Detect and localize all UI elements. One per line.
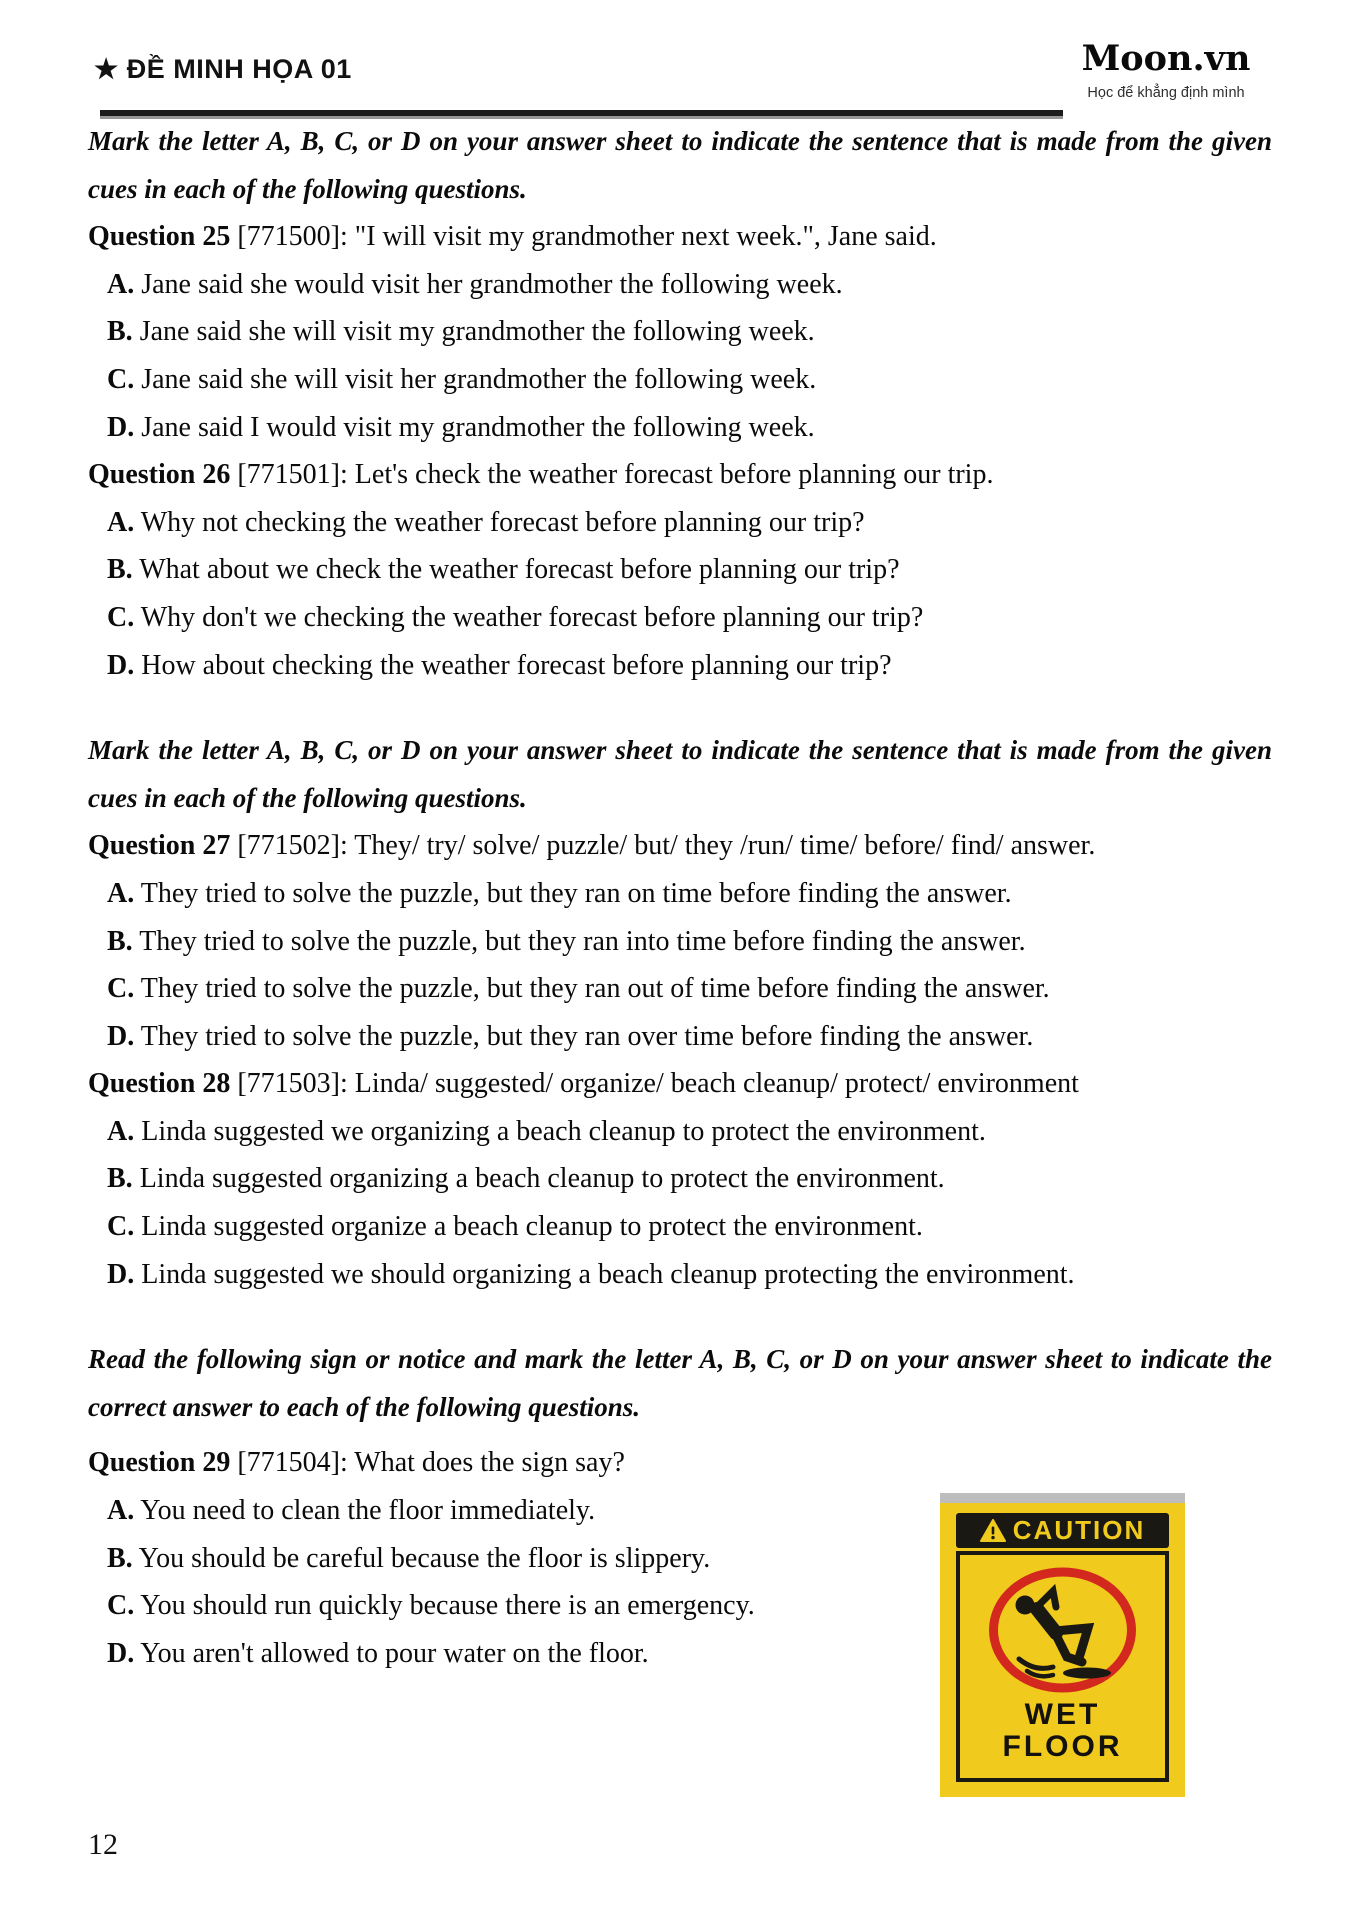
option-c	[88, 594, 1272, 642]
question-prompt: They/ try/ solve/ puzzle/ but/ they /run/ time/ before/ find/ answer.	[354, 830, 1096, 862]
question-label: Question 28	[88, 1068, 231, 1100]
option-letter: B.	[107, 1542, 133, 1574]
option-b	[88, 308, 1272, 356]
question-27	[88, 822, 1272, 1060]
page-header-title: ★ ĐỀ MINH HỌA 01	[94, 54, 352, 84]
option-c	[88, 1203, 1272, 1251]
option-text: Jane said she would visit her grandmother the following week.	[141, 268, 843, 300]
option-text: You aren't allowed to pour water on the floor.	[140, 1637, 649, 1669]
header-divider	[100, 110, 1063, 116]
slip-hazard-icon	[987, 1565, 1138, 1695]
wet-floor-label	[1003, 1699, 1123, 1763]
question-code: [771503]:	[237, 1068, 348, 1100]
option-text: Linda suggested we should organizing a beach cleanup protecting the environment.	[141, 1258, 1075, 1290]
warning-triangle-icon	[980, 1519, 1006, 1542]
option-d	[88, 404, 1272, 452]
option-text: Jane said she will visit my grandmother the following week.	[139, 316, 815, 348]
question-prompt: "I will visit my grandmother next week.", Jane said.	[354, 221, 937, 253]
question-25	[88, 213, 1272, 451]
option-text: They tried to solve the puzzle, but they ran into time before finding the answer.	[139, 925, 1026, 957]
option-text: Linda suggested we organizing a beach cleanup to protect the environment.	[141, 1115, 986, 1147]
caution-header	[956, 1513, 1169, 1548]
option-text: Linda suggested organizing a beach cleanup to protect the environment.	[139, 1163, 945, 1195]
option-letter: D.	[107, 1637, 135, 1669]
question-code: [771501]:	[237, 459, 348, 491]
option-text: Jane said she will visit her grandmother the following week.	[141, 363, 817, 395]
option-text: Why don't we checking the weather forecast before planning our trip?	[140, 601, 924, 633]
option-text: How about checking the weather forecast before planning our trip?	[141, 649, 892, 681]
option-a	[88, 1108, 1272, 1156]
option-letter: A.	[107, 1115, 135, 1147]
option-letter: B.	[107, 1163, 133, 1195]
section-2	[88, 727, 1272, 1298]
option-text: They tried to solve the puzzle, but they ran out of time before finding the answer.	[140, 973, 1050, 1005]
sign-body	[940, 1503, 1185, 1797]
wet-floor-line2: FLOOR	[1002, 1730, 1123, 1763]
question-head	[88, 822, 1272, 870]
option-text: You should run quickly because there is an emergency.	[140, 1590, 755, 1622]
option-b	[88, 546, 1272, 594]
option-a	[88, 870, 1272, 918]
question-head	[88, 1060, 1272, 1108]
exam-content	[88, 118, 1272, 1677]
question-prompt: What does the sign say?	[354, 1447, 625, 1479]
option-text: Linda suggested organize a beach cleanup to protect the environment.	[141, 1211, 923, 1243]
option-letter: C.	[107, 1211, 135, 1243]
wet-floor-sign	[940, 1493, 1185, 1797]
question-code: [771504]:	[237, 1447, 348, 1479]
caution-label: CAUTION	[1012, 1515, 1146, 1545]
question-head	[88, 213, 1272, 261]
option-letter: D.	[107, 649, 135, 681]
question-head	[88, 1439, 1272, 1487]
option-text: You should be careful because the floor is slippery.	[138, 1542, 711, 1574]
option-letter: C.	[107, 363, 135, 395]
option-text: You need to clean the floor immediately.	[140, 1495, 596, 1527]
option-text: They tried to solve the puzzle, but they ran over time before finding the answer.	[140, 1020, 1034, 1052]
option-letter: D.	[107, 1020, 135, 1052]
option-letter: B.	[107, 554, 133, 586]
option-text: Why not checking the weather forecast before planning our trip?	[140, 506, 865, 538]
question-label: Question 26	[88, 459, 231, 491]
question-head	[88, 451, 1272, 499]
option-letter: C.	[107, 601, 135, 633]
option-letter: B.	[107, 316, 133, 348]
question-label: Question 27	[88, 830, 231, 862]
option-d	[88, 1013, 1272, 1061]
option-d	[88, 1251, 1272, 1299]
sign-photo-edge	[940, 1493, 1185, 1503]
option-letter: C.	[107, 973, 135, 1005]
question-code: [771500]:	[237, 221, 348, 253]
instruction-text: Mark the letter A, B, C, or D on your answer sheet to indicate the sentence that is made from the given cues in each of the following questions.	[88, 126, 1272, 204]
brand-logo: Moon.vn	[1081, 38, 1251, 79]
option-b	[88, 1155, 1272, 1203]
option-letter: C.	[107, 1590, 135, 1622]
question-label: Question 25	[88, 221, 231, 253]
question-prompt: Linda/ suggested/ organize/ beach cleanup/ protect/ environment	[354, 1068, 1079, 1100]
option-c	[88, 965, 1272, 1013]
option-a	[88, 261, 1272, 309]
question-prompt: Let's check the weather forecast before planning our trip.	[354, 459, 994, 491]
option-letter: D.	[107, 411, 135, 443]
option-text: Jane said I would visit my grandmother the following week.	[141, 411, 815, 443]
option-a	[88, 499, 1272, 547]
instruction-text: Read the following sign or notice and mark the letter A, B, C, or D on your answer sheet to indicate the correct answer to each of the following questions.	[88, 1344, 1272, 1422]
option-text: What about we check the weather forecast before planning our trip?	[139, 554, 900, 586]
option-c	[88, 356, 1272, 404]
option-letter: A.	[107, 877, 135, 909]
option-text: They tried to solve the puzzle, but they ran on time before finding the answer.	[140, 877, 1012, 909]
instruction-text: Mark the letter A, B, C, or D on your answer sheet to indicate the sentence that is made from the given cues in each of the following questions.	[88, 735, 1272, 813]
option-letter: A.	[107, 506, 135, 538]
page-number: 12	[88, 1828, 118, 1861]
question-26	[88, 451, 1272, 689]
option-letter: A.	[107, 1495, 135, 1527]
option-d	[88, 642, 1272, 690]
section-1	[88, 118, 1272, 689]
sign-frame	[956, 1551, 1169, 1782]
option-b	[88, 918, 1272, 966]
option-letter: D.	[107, 1258, 135, 1290]
question-code: [771502]:	[237, 830, 348, 862]
option-letter: B.	[107, 925, 133, 957]
brand-tagline: Học để khẳng định mình	[1087, 85, 1245, 101]
question-label: Question 29	[88, 1447, 231, 1479]
question-28	[88, 1060, 1272, 1298]
option-letter: A.	[107, 268, 135, 300]
wet-floor-line1: WET	[1024, 1698, 1101, 1731]
